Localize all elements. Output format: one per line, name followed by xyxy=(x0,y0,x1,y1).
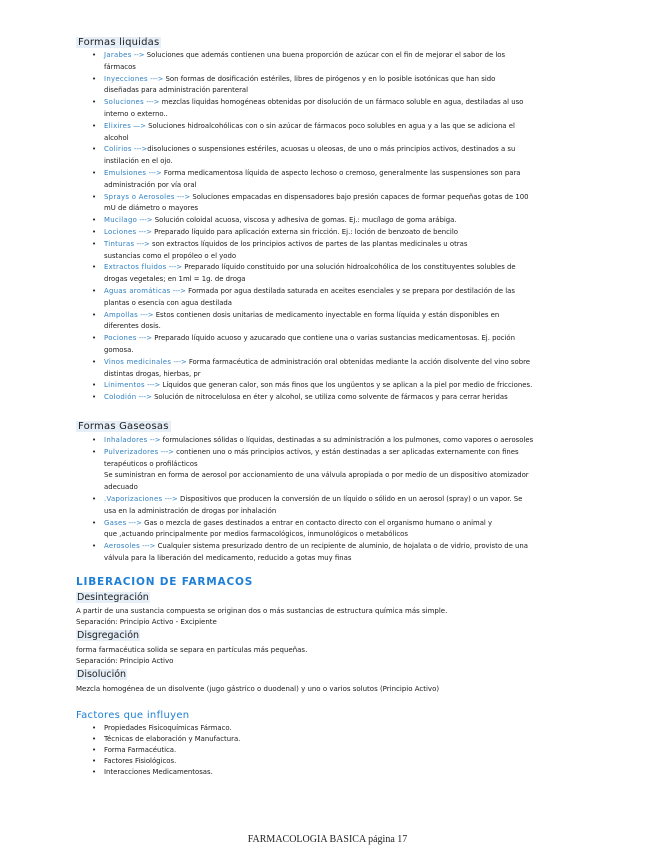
item-arrow: ---> xyxy=(136,334,155,343)
desintegracion-text: A partir de una sustancia compuesta se originan dos o más sustancias de estructura química más simple. xyxy=(76,607,448,615)
liquidas-list xyxy=(104,50,594,404)
list-item xyxy=(104,168,594,192)
list-item xyxy=(104,435,594,447)
item-arrow: ---> xyxy=(170,286,189,295)
item-text: Dispositivos que producen la conversión de un líquido o sólido en un aerosol (spray) o un vapor. Se xyxy=(180,494,523,503)
item-term: Pulverizadores xyxy=(104,447,159,456)
item-text-cont: fármacos xyxy=(104,62,136,71)
item-text: Preparado líquido para aplicación externa sin fricción. Ej.: loción de benzoato de bencilo xyxy=(154,227,458,236)
item-arrow: ---> xyxy=(136,227,155,236)
item-term: Inyecciones xyxy=(104,74,148,83)
item-text: Líquidos que generan calor, son más finos que los ungüentos y se aplican a la piel por medio de fricciones. xyxy=(162,381,533,390)
list-item xyxy=(104,215,594,227)
item-text-cont: plantas o esencia con agua destilada xyxy=(104,298,233,307)
item-term: Emulsiones xyxy=(104,168,147,177)
item-term: Extractos fluidos xyxy=(104,263,167,272)
liberacion-heading: LIBERACION DE FARMACOS xyxy=(76,576,254,588)
item-text: Forma farmacéutica de administración oral obtenidas mediante la acción disolvente del vino sobre xyxy=(188,357,531,366)
list-item xyxy=(104,333,594,357)
list-item xyxy=(104,541,594,565)
item-term: Mucilago xyxy=(104,216,138,225)
list-item xyxy=(104,494,594,518)
item-arrow: ---> xyxy=(166,263,185,272)
disgregacion-separacion: Separación: Principio Activo xyxy=(76,657,174,665)
item-text: contienen uno o más principios activos, y están destinadas a ser aplicadas externamente con fines xyxy=(176,447,519,456)
disgregacion-text: forma farmacéutica solida se separa en partículas más pequeñas. xyxy=(76,646,308,654)
gaseosas-list xyxy=(104,435,594,565)
list-item xyxy=(104,262,594,286)
item-arrow: ---> xyxy=(158,447,177,456)
item-arrow: --> xyxy=(131,51,147,59)
item-text-cont: gomosa. xyxy=(104,345,134,354)
item-term: Lociones xyxy=(104,227,137,236)
list-item xyxy=(104,286,594,310)
item-text: Forma medicamentosa líquida de aspecto lechoso o cremoso, generalmente las suspensiones son para xyxy=(163,168,521,177)
item-text: Cualquier sistema presurizado dentro de un recipiente de aluminio, de hojalata o de vidrio, provisto de una xyxy=(157,542,529,551)
item-arrow: ---> xyxy=(147,74,166,83)
item-term: Tinturas xyxy=(104,239,135,248)
item-arrow: ---> xyxy=(136,393,155,402)
item-term: Sprays o Aerosoles xyxy=(104,192,175,201)
item-term: Inhaladores xyxy=(104,436,148,444)
page-footer: FARMACOLOGIA BASICA página 17 xyxy=(247,834,408,845)
list-item xyxy=(104,192,594,216)
item-text-cont: instilación en el ojo. xyxy=(104,157,173,166)
factores-list xyxy=(104,723,504,778)
item-arrow: ---> xyxy=(162,494,181,503)
item-term: Ampollas xyxy=(104,310,139,319)
list-item xyxy=(104,239,594,263)
item-term: Soluciones xyxy=(104,98,144,107)
item-text: Formada por agua destilada saturada en aceites esenciales y se prepara por destilación de las xyxy=(188,286,515,295)
item-term: Aguas aromáticas xyxy=(104,286,171,295)
item-term: Jarabes xyxy=(104,51,132,59)
item-term: Pociones xyxy=(104,334,137,343)
list-item xyxy=(104,50,594,74)
item-text: Son formas de dosificación estériles, libres de pirógenos y en lo posible isotónicas que han sido xyxy=(165,74,496,83)
list-item xyxy=(104,227,594,239)
list-item xyxy=(104,357,594,381)
item-arrow: ---> xyxy=(171,357,189,366)
item-arrow: ---> xyxy=(131,145,148,154)
item-term: Aerosoles xyxy=(104,542,140,551)
item-arrow: --> xyxy=(147,436,163,444)
factor-item: • Factores Fisiológicos. xyxy=(104,756,504,767)
list-item xyxy=(104,74,594,98)
item-arrow: ---> xyxy=(144,381,163,390)
item-text: Preparado líquido constituido por una solución hidroalcohólica de los constituyentes solubles de xyxy=(184,263,516,272)
factor-item: • Forma Farmacéutica. xyxy=(104,745,504,756)
item-text: terapéuticos o profilácticos xyxy=(104,459,198,468)
item-text: válvula para la liberación del medicamento, reducido a gotas muy finas xyxy=(104,553,352,562)
item-arrow: ---> xyxy=(146,168,164,177)
list-item xyxy=(104,392,594,404)
item-arrow: ---> xyxy=(174,192,193,201)
list-item xyxy=(104,447,594,494)
item-term: Vinos medicinales xyxy=(104,357,172,366)
item-text: Estos contienen dosis unitarias de medicamento inyectable en forma líquida y están disponibles en xyxy=(155,310,500,319)
item-text: son extractos líquidos de los principios activos de partes de las plantas medicinales u otras xyxy=(152,239,468,248)
factores-heading: Factores que influyen xyxy=(76,710,190,721)
item-term: Elixires xyxy=(104,121,132,130)
item-text: mezclas liquidas homogéneas obtenidas por disolución de un fármaco soluble en agua, destiladas al uso xyxy=(161,98,524,107)
item-text-cont: mU de diámetro o mayores xyxy=(104,204,199,213)
list-item xyxy=(104,518,594,542)
disgregacion-heading: Disgregación xyxy=(77,630,140,641)
item-text: adecuado xyxy=(104,483,138,492)
factor-item: • Interacciones Medicamentosas. xyxy=(104,767,504,778)
item-text: Gas o mezcla de gases destinados a entrar en contacto directo con el organismo humano o animal y xyxy=(144,518,493,527)
list-item xyxy=(104,144,594,168)
item-arrow: ---> xyxy=(137,216,155,225)
desintegracion-heading: Desintegración xyxy=(77,592,149,603)
item-term: Colodión xyxy=(104,393,137,402)
item-text-cont: interno o externo.. xyxy=(104,109,168,118)
item-text: Solución coloidal acuosa, viscosa y adhesiva de gomas. Ej.: mucílago de goma arábiga. xyxy=(154,216,457,225)
factor-item: • Técnicas de elaboración y Manufactura. xyxy=(104,734,504,745)
item-text-cont: distintas drogas, hierbas, pr xyxy=(104,369,201,378)
list-item xyxy=(104,97,594,121)
item-text-cont: alcohol xyxy=(104,133,129,142)
item-term: .Vaporizaciones xyxy=(104,494,163,503)
item-text: usa en la administración de drogas por inhalación xyxy=(104,506,277,515)
item-term: Linimentos xyxy=(104,381,145,390)
item-arrow: ---> xyxy=(138,310,156,319)
item-text-cont: drogas vegetales; en 1ml = 1g. de droga xyxy=(104,275,246,284)
item-text-cont: administración por vía oral xyxy=(104,180,197,189)
desintegracion-separacion: Separación: Principio Activo - Excipiente xyxy=(76,618,217,626)
item-text: Preparado líquido acuoso y azucarado que contiene una o varias sustancias medicamentosas. Ej. poción xyxy=(154,334,515,343)
disolucion-text: Mezcla homogénea de un disolvente (jugo gástrico o duodenal) y uno o varios solutos (Principio Activo) xyxy=(76,685,440,693)
item-text-cont: diseñadas para administración parenteral xyxy=(104,86,249,95)
item-text: Soluciones hidroalcohólicas con o sin azúcar de fármacos poco solubles en agua y a las que se adiciona el xyxy=(148,121,515,130)
item-arrow: ---> xyxy=(144,98,162,107)
item-text: Solución de nitrocelulosa en éter y alcohol, se utiliza como solvente de fármacos y para cerrar heridas xyxy=(154,393,508,402)
list-item xyxy=(104,380,594,392)
item-arrow: ---> xyxy=(139,542,158,551)
factor-item: • Propiedades Fisicoquímicas Fármaco. xyxy=(104,723,504,734)
item-arrow: —> xyxy=(131,121,149,130)
item-text: disoluciones o suspensiones estériles, acuosas u oleosas, de uno o más principios activos, destinados a su xyxy=(147,145,516,154)
item-text: que ,actuando principalmente por medios farmacológicos, inmunológicos o metabólicos xyxy=(104,530,408,539)
disolucion-heading: Disolución xyxy=(77,669,127,680)
section-title-gaseosas: Formas Gaseosas xyxy=(78,421,169,432)
section-title-liquidas: Formas liquidas xyxy=(78,37,160,48)
list-item xyxy=(104,310,594,334)
item-text-cont: sustancias como el propóleo o el yodo xyxy=(104,251,237,260)
item-text: Se suministran en forma de aerosol por accionamiento de una válvula apropiada o por medio de un dispositivo atomizador xyxy=(104,471,529,480)
item-text: Soluciones que además contienen una buena proporción de azúcar con el fin de mejorar el sabor de los xyxy=(146,51,506,59)
item-text: formulaciones sólidas o líquidas, destinadas a su administración a los pulmones, como vapores o aerosoles xyxy=(162,436,534,444)
item-term: Colirios xyxy=(104,145,132,154)
item-arrow: ---> xyxy=(134,239,153,248)
item-text-cont: diferentes dosis. xyxy=(104,322,161,331)
item-arrow: ---> xyxy=(126,518,145,527)
item-term: Gases xyxy=(104,518,127,527)
list-item xyxy=(104,121,594,145)
item-text: Soluciones empacadas en dispensadores bajo presión capaces de formar pequeñas gotas de 100 xyxy=(192,192,529,201)
